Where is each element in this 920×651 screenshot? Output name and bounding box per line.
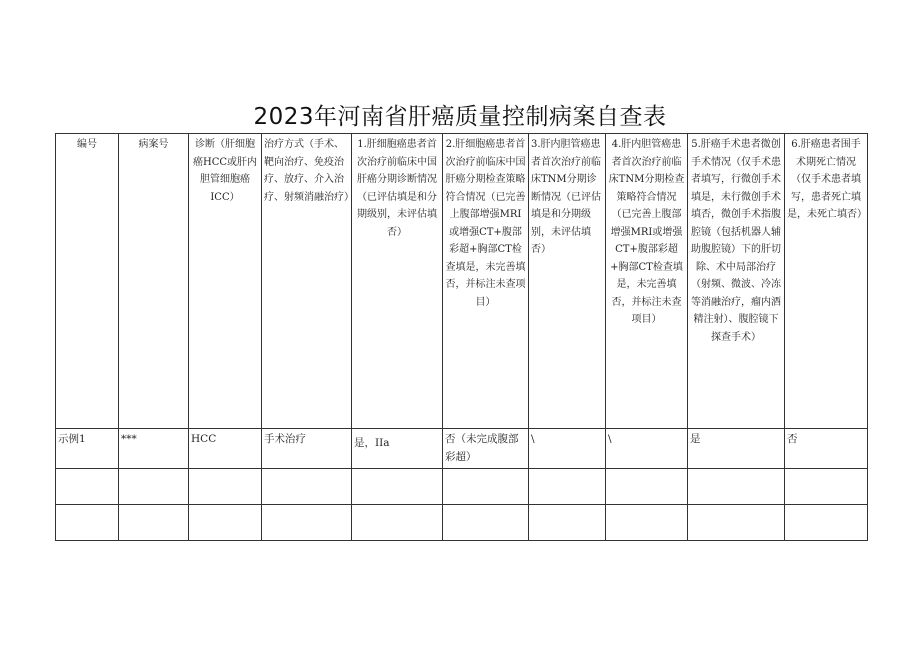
empty-cell[interactable]	[443, 505, 529, 541]
header-cell-icc-staging: 3.肝内胆管癌患者首次治疗前临床TNM分期诊断情况（已评估填是和分期级别，未评估填否）	[529, 134, 606, 429]
header-cell-treatment: 治疗方式（手术、靶向治疗、免疫治疗、放疗、介入治疗、射频消融治疗）	[262, 134, 352, 429]
example-cell-perioperative-death: 否	[785, 429, 868, 469]
table-row	[56, 505, 868, 541]
empty-cell[interactable]	[606, 469, 688, 505]
empty-cell[interactable]	[443, 469, 529, 505]
empty-cell[interactable]	[785, 469, 868, 505]
example-cell-diagnosis: HCC	[189, 429, 262, 469]
example-cell-icc-exam: \	[606, 429, 688, 469]
empty-cell[interactable]	[119, 469, 189, 505]
empty-cell[interactable]	[785, 505, 868, 541]
example-cell-hcc-exam: 否（未完成腹部彩超）	[443, 429, 529, 469]
example-cell-minimally-invasive: 是	[688, 429, 785, 469]
empty-cell[interactable]	[529, 505, 606, 541]
empty-cell[interactable]	[189, 469, 262, 505]
self-check-table	[55, 133, 868, 541]
empty-cell[interactable]	[262, 469, 352, 505]
empty-cell[interactable]	[688, 469, 785, 505]
header-cell-minimally-invasive: 5.肝癌手术患者微创手术情况（仅手术患者填写，行微创手术填是，未行微创手术填否，微创手术指腹腔镜（包括机器人辅助腹腔镜）下的肝切除、术中局部治疗（射频、微波、冷冻等消融治疗，瘤内酒精注射）、腹腔镜下探查手术）	[688, 134, 785, 429]
empty-cell[interactable]	[56, 469, 119, 505]
empty-cell[interactable]	[56, 505, 119, 541]
header-cell-hcc-staging: 1.肝细胞癌患者首次治疗前临床中国肝癌分期诊断情况（已评估填是和分期级别，未评估填否）	[352, 134, 443, 429]
example-cell-hcc-staging: 是，IIa	[352, 429, 443, 469]
empty-cell[interactable]	[688, 505, 785, 541]
header-cell-perioperative-death: 6.肝癌患者围手术期死亡情况（仅手术患者填写，患者死亡填是，未死亡填否）	[785, 134, 868, 429]
empty-cell[interactable]	[189, 505, 262, 541]
header-cell-id: 编号	[56, 134, 119, 429]
header-row	[56, 134, 868, 429]
empty-cell[interactable]	[529, 469, 606, 505]
header-cell-case-number: 病案号	[119, 134, 189, 429]
empty-cell[interactable]	[606, 505, 688, 541]
header-cell-diagnosis: 诊断（肝细胞癌HCC或肝内胆管细胞癌ICC）	[189, 134, 262, 429]
empty-cell[interactable]	[262, 505, 352, 541]
table-row	[56, 469, 868, 505]
example-row	[56, 429, 868, 469]
example-cell-id: 示例1	[56, 429, 119, 469]
header-cell-icc-exam: 4.肝内胆管癌患者首次治疗前临床TNM分期检查策略符合情况（已完善上腹部增强MRI或增强CT+腹部彩超+胸部CT检查填是，未完善填否，并标注未查项目）	[606, 134, 688, 429]
page-title: 2023年河南省肝癌质量控制病案自查表	[253, 104, 667, 130]
header-cell-hcc-exam: 2.肝细胞癌患者首次治疗前临床中国肝癌分期检查策略符合情况（已完善上腹部增强MRI或增强CT+腹部彩超+胸部CT检查填是，未完善填否，并标注未查项目）	[443, 134, 529, 429]
empty-cell[interactable]	[119, 505, 189, 541]
example-cell-case-number: ***	[119, 429, 189, 469]
example-cell-treatment: 手术治疗	[262, 429, 352, 469]
empty-cell[interactable]	[352, 505, 443, 541]
empty-cell[interactable]	[352, 469, 443, 505]
example-cell-icc-staging: \	[529, 429, 606, 469]
